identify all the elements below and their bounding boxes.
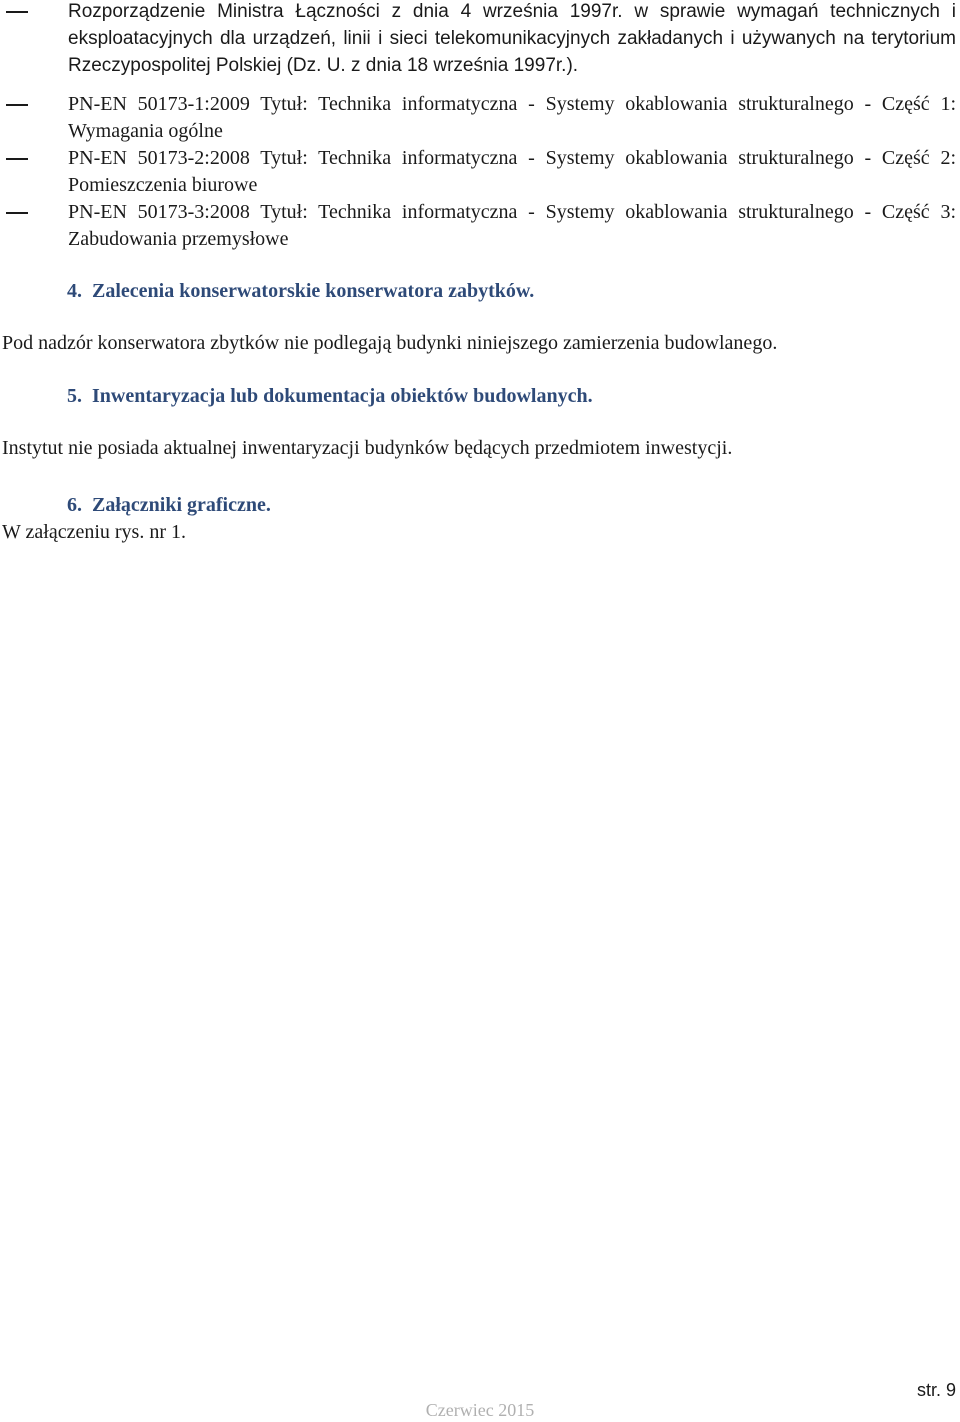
list-item [0, 91, 958, 145]
list-item-text: Rozporządzenie Ministra Łączności z dnia 4 września 1997r. w sprawie wymagań technicznych i eksploatacyjnych dla urządzeń, linii i sieci telekomunikacyjnych zakładanych i używanych na terytorium Rzeczypospolitej Polskiej (Dz. U. z dnia 18 września 1997r.). [68, 1, 956, 76]
list-item [0, 145, 958, 199]
section-number: 4. [67, 280, 82, 302]
section-number: 5. [67, 385, 82, 407]
section-title: Załączniki graficzne. [92, 494, 271, 516]
list-item-text: PN-EN 50173-2:2008 Tytuł: Technika informatyczna - Systemy okablowania strukturalnego - Część 2: Pomieszczenia biurowe [68, 147, 956, 196]
list-item-text: PN-EN 50173-3:2008 Tytuł: Technika informatyczna - Systemy okablowania strukturalnego - Część 3: Zabudowania przemysłowe [68, 201, 956, 250]
section-heading-4 [67, 278, 534, 305]
dash-bullet-icon [6, 104, 28, 106]
section-title: Inwentaryzacja lub dokumentacja obiektów budowlanych. [92, 385, 593, 407]
list-item-text: PN-EN 50173-1:2009 Tytuł: Technika informatyczna - Systemy okablowania strukturalnego - Część 1: Wymagania ogólne [68, 93, 956, 142]
section-heading-5 [67, 383, 593, 410]
section-heading-6 [67, 492, 271, 519]
section-number: 6. [67, 494, 82, 516]
section-body-5: Instytut nie posiada aktualnej inwentaryzacji budynków będących przedmiotem inwestycji. [2, 437, 733, 459]
list-item [0, 199, 958, 253]
page-number: str. 9 [916, 1380, 956, 1400]
section-title: Zalecenia konserwatorskie konserwatora zabytków. [92, 280, 535, 302]
footer-date: Czerwiec 2015 [425, 1400, 535, 1420]
dash-bullet-icon [6, 158, 28, 160]
section-body-6: W załączeniu rys. nr 1. [2, 521, 186, 543]
dash-bullet-icon [6, 11, 28, 13]
section-body-4: Pod nadzór konserwatora zbytków nie podlegają budynki niniejszego zamierzenia budowlanego. [2, 332, 778, 354]
dash-bullet-icon [6, 212, 28, 214]
list-item [0, 0, 958, 79]
